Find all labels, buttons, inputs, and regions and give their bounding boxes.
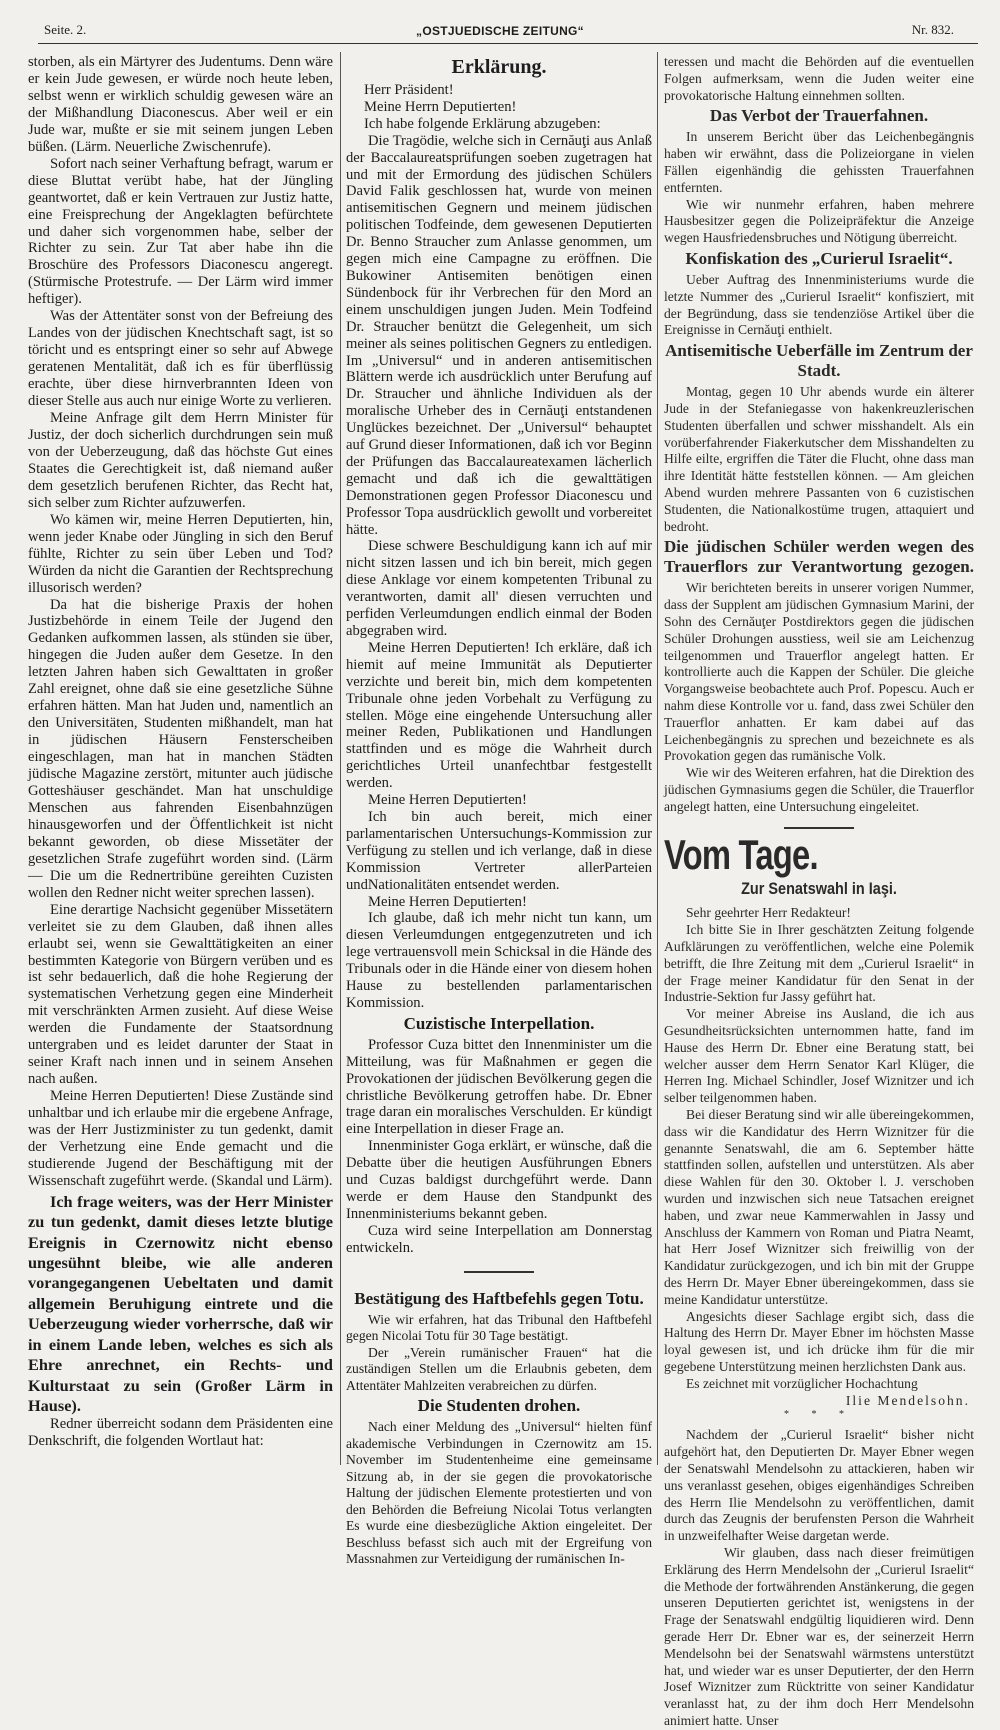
headline-erklaerung: Erklärung. xyxy=(451,56,547,78)
paragraph: Meine Herren Deputierten! Ich erkläre, daß ich hiemit auf meine Immunität als Deputierter verzichte und bereit bin, mich dem kompetenten Tribunale ohne jeden Vorbehalt zu Verfügung zu stellen. Möge eine eingehende Untersuchung aller meiner Reden, Publikationen und Handlungen stattfinden und es möge die Wahrheit durch gerichtliches Urteil unanfechtbar festgestellt werden. xyxy=(346,639,652,792)
salutation: Meine Herren Deputierten! xyxy=(368,792,527,809)
salutation: Herr Präsident! xyxy=(364,82,454,98)
newspaper-title: „OSTJUEDISCHE ZEITUNG“ xyxy=(416,24,584,38)
paragraph: Bei dieser Beratung sind wir alle übereingekommen, dass wir die Kandidatur des Herrn Wiznitzer für die genannte Senatswahl, die am 6. September hätte stattfinden sollen, aufstellen und unterstützen. Als aber diese Wahlen für den 30. Oktober l. J. verschoben wurden und inzwischen sich neue Tatsachen ereignet haben, und zwar neue Kammerwahlen in Jassy und Anschluss der Kammern von Roman und Piatra Neamt, hat Herr Josef Wiznitzer sich freiwillig von der Kandidatur zurückgezogen, und ich bin mit der Gruppe des Herrn Dr. Mayer Ebner übereingekommen, dass sie meine Kandidatur unterstütze. xyxy=(664,1107,974,1307)
salutation: Meine Herren Deputierten! xyxy=(368,893,527,910)
headline-ueberfaelle: Antisemitische Ueberfälle im Zentrum der Stadt. xyxy=(665,341,973,381)
section-title-vom-tage: Vom Tage. xyxy=(664,831,818,879)
column-divider xyxy=(340,52,341,1465)
paragraph: storben, als ein Märtyrer des Judentums. Denn wäre er kein Jude gewesen, er würde noch heute leben, selbst wenn er wirklich schuldig gewesen wäre an der Mißhandlung Diaconescus. Aber weil er ein Jude war, mußte er sie mit seinem jungen Leben büßen. (Lärm. Neuerliche Zwischenrufe). xyxy=(28,54,333,155)
column-divider xyxy=(657,52,658,1465)
paragraph: Was der Attentäter sonst von der Befreiung des Landes von der jüdischen Knechtschaft sagt, ist so töricht und es entspringt einer so sehr auf Abwege geratenen Mentalität, daß ich es für überflüssig erachte, über diese hirnverbrannten Ideen von dieser Stelle aus auch nur einige Worte zu verlieren. xyxy=(28,308,333,410)
paragraph: Der „Verein rumänischer Frauen“ hat die zuständigen Stellen um die Erlaubnis gebeten, dem Attentäter Mahlzeiten verabreichen zu dürfen. xyxy=(346,1344,652,1393)
column-2 xyxy=(346,54,652,1568)
paragraph: Innenminister Goga erklärt, er wünsche, daß die Debatte über die heutigen Ausführungen Ebners und Cuzas baldigst durchgeführt werde. Dann werde er dem Hause den Standpunkt des Innenministeriums bekannt geben. xyxy=(346,1138,652,1222)
headline-studenten: Die Studenten drohen. xyxy=(417,1396,581,1416)
paragraph: Professor Cuza bittet den Innenminister um die Mitteilung, was für Maßnahmen er gegen die Provokationen der jüdischen Bevölkerung gegen die christliche Bevölkerung getroffen habe. Dr. Ebner trage daran ein moralisches Verschulden. Er kündigt eine Interpellation in dieser Frage an. xyxy=(346,1036,652,1138)
paragraph: Angesichts dieser Sachlage ergibt sich, dass die Haltung des Herrn Dr. Mayer Ebner im höchsten Masse loyal gewesen ist, und ich drücke ihm für die mir gegebene Unterstützung meinen herzlichsten Dank aus. xyxy=(664,1308,974,1374)
paragraph: Wir glauben, dass nach dieser freimütigen Erklärung des Herrn Mendelsohn der „Curierul Israelit“ die Methode der fortwährenden Anstänkerung, die gegen unseren Deputierten gerichtet ist, wenigstens in der Frage der Senatswahl endgültig liquidieren wird. Denn gerade Herr Dr. Ebner war es, der seinerzeit Herrn Mendelsohn bei der Senatswahl wärmstens unterstützt hat, und wieder war es unser Deputierter, der den Herrn Josef Wiznitzer zum Rücktritte von seiner Kandidatur veranlasst hat, zu der ihm doch Herr Mendelsohn animiert hatte. Unser xyxy=(664,1544,974,1728)
separator-stars: * * * xyxy=(784,1409,854,1421)
paragraph: Meine Herren Deputierten! Diese Zustände sind unhaltbar und ich erlaube mir die ergebene Anfrage, was der Herr Justizminister zu tun gedenkt, damit der Verhetzung eine Ende gemacht und die studierende Jugend der Beschäftigung mit der Wissenschaft zugeführt werde. (Skandal und Lärm). xyxy=(28,1088,333,1189)
paragraph: Nachdem der „Curierul Israelit“ bisher nicht aufgehört hat, den Deputierten Dr. Mayer Ebner wegen der Senatswahl Mendelsohn zu attackieren, haben wir uns veranlasst gesehen, obiges eigenhändiges Schreiben des Herrn Ilie Mendelsohn zu veröffentlichen, damit durch das Zeugnis der berufensten Person die Wahrheit in unzweifelhafter Weise dargetan werde. xyxy=(664,1427,974,1544)
headline-verbot: Das Verbot der Trauerfahnen. xyxy=(709,106,929,126)
headline-cuza: Cuzistische Interpellation. xyxy=(403,1013,595,1033)
closing: Es zeichnet mit vorzüglicher Hochachtung xyxy=(686,1375,918,1391)
paragraph: Ich glaube, daß ich mehr nicht tun kann, um diesen Verleumdungen entgegenzutreten und ich lege vertrauensvoll mein Schicksal in die Hände des Tribunals oder in die Hände einer von diesem hohen Hause zu bestellenden parlamentarischen Kommission. xyxy=(346,910,652,1011)
paragraph: Diese schwere Beschuldigung kann ich auf mir nicht sitzen lassen und ich bin bereit, mich gegen diese Anklage vor einem kompetenten Tribunal zu verantworten, damit all' diesen verruchten und perfiden Verleumdungen endlich einmal der Boden abgegraben wird. xyxy=(346,538,652,639)
paragraph: Ich habe folgende Erklärung abzugeben: xyxy=(364,115,601,132)
paragraph: Eine derartige Nachsicht gegenüber Missetätern verleitet sie zu dem Glauben, daß ihnen alles erlaubt sei, wenn sie Gewalttätigkeiten an einer bestimmten Kategorie von Bürgern verüben und es ist sehr bedauerlich, daß die hohe Regierung der systematischen Verhetzung gegen eine Minderheit mit verschränkten Armen zusieht. Auf diese Weise werden die Fundamente der Staatsordnung untergraben und es leidet darunter der Staat in seiner Kraft nach innen und in seinem Ansehen nach außen. xyxy=(28,901,333,1088)
paragraph: Da hat die bisherige Praxis der hohen Justizbehörde in einem Teile der Jugend den Gedanken aufkommen lassen, als stünden sie über, hingegen die Juden außer dem Gesetze. In den letzten Jahren haben sich Gewalttaten in großer Zahl ereignet, ohne daß sie eine gesetzliche Sühne erfahren hätten. Man hat Juden und, namentlich an den Universitäten, Studenten mißhandelt, man hat in jüdischen Häusern Fensterscheiben eingeschlagen, man hat in manchen Städten jüdische Magazine zerstört, mitunter auch jüdische Gotteshäuser geschändet. Man hat unschuldige Menschen aus fahrenden Eisenbahnzügen hinausgeworfen und der Öffentlichkeit ist nicht bekannt geworden, ob diese Missetäter der gesetzlichen Strafe zugeführt worden sind. (Lärm — Die um die Rednertribüne gereihten Cuzisten wollen den Redner nicht weiter sprechen lassen). xyxy=(28,596,333,901)
issue-number: Nr. 832. xyxy=(911,22,954,37)
paragraph: Meine Anfrage gilt dem Herrn Minister für Justiz, der doch sicherlich durchdrungen sein muß von der Ueberzeugung, daß das höchste Gut eines Staates die Gerechtigkeit ist, daß niemand außer dem gesetzlich berufenen Richter, das Recht hat, sich selber zum Richter aufzuwerfen. xyxy=(28,410,333,511)
paragraph: Ich bin auch bereit, mich einer parlamentarischen Untersuchungs-Kommission zur Verfügung zu stellen und ich verlange, daß in diese Kommission Vertreter allerParteien undNationalitäten entsendet werden. xyxy=(346,808,652,893)
paragraph: Ich bitte Sie in Ihrer geschätzten Zeitung folgende Aufklärungen zu veröffentlichen, welche eine Polemik betrifft, die Ihre Zeitung mit dem „Curierul Israelit“ in der Frage meiner Kandidatur für den Senat in der Industrie-Sektion fur Jassy geführt hat. xyxy=(664,922,974,1005)
paragraph: Wie wir erfahren, hat das Tribunal den Haftbefehl gegen Nicolai Totu für 30 Tage bestätigt. xyxy=(346,1311,652,1344)
headline-senatswahl: Zur Senatswahl in Iaşi. xyxy=(741,879,897,899)
paragraph: Nach einer Meldung des „Universul“ hielten fünf akademische Verbindungen in Czernowitz am 15. November im Studentenheime eine gemeinsame Sitzung ab, in der sie gegen die provokatorische Haltung der jüdischen Elemente protestierten und von den Behörden die Befreiung Nicolai Totus verlangten Es wurde eine diesbezügliche Aktion eingeleitet. Der Beschluss befasst sich auch mit der Ergreifung von Massnahmen zur Verteidigung der rumänischen In- xyxy=(346,1419,652,1567)
paragraph: Wir berichteten bereits in unserer vorigen Nummer, dass der Supplent am jüdischen Gymnasium Marini, der Sohn des Cernăuţer Postdirektors gegen die jüdischen Schüler Drohungen ausstiess, weil sie am Leichenzug teilgenommen und Trauerflor angelegt hatten. Er kontrollierte auch die Kappen der Schüler. Die gleiche Vorgangsweise beobachtete auch Prof. Popescu. Auch er nahm diese Kontrolle vor u. fand, dass zwei Schüler den Trauerflor anhatten. Er kam dabei auf das Leichenbegängnis zu sprechen und bezeichnete es als Provokation gegen das rumänische Volk. xyxy=(664,580,974,764)
paragraph: Wie wir nunmehr erfahren, haben mehrere Hausbesitzer gegen die Polizeipräfektur die Anzeige wegen Hausfriedensbruches und Nötigung überreicht. xyxy=(664,196,974,246)
paragraph: Cuza wird seine Interpellation am Donnerstag entwickeln. xyxy=(346,1222,652,1256)
bold-paragraph: Ich frage weiters, was der Herr Minister zu tun gedenkt, damit dieses letzte blutige Ereignis in Czernowitz nicht ebenso ungesühnt bleibe, wie alle anderen vorangegangenen Uebeltaten und damit allgemein Beruhigung eintrete und die Ueberzeugung wieder vorherrsche, daß wir in einem Lande leben, welches es sich als Ehre anrechnet, ein Rechts- und Kulturstaat zu sein (Großer Lärm in Hause). xyxy=(28,1191,333,1415)
paragraph: Die Tragödie, welche sich in Cernăuţi aus Anlaß der Baccalaureatsprüfungen soeben zugetragen hat und mit der Ermordung des jüdischen Schülers David Falik geschlossen hat, wurde von meinen antisemitischen Gegnern und meinem jüdischen politischen Todfeinde, dem gewesenen Deputierten Dr. Benno Straucher zum Anlasse genommen, um gegen mich eine Campagne zu eröffnen. Die Bukowiner Antisemiten benötigen einen Sündenbock für ihr Verbrechen für den Mord an einem unschuldigen jungen Juden. Mein Todfeind Dr. Straucher benützt die Gelegenheit, um sich meiner als seines politischen Gegners zu entledigen. Im „Universul“ und in anderen antisemitischen Blättern werde ich ausdrücklich unter Berufung auf Dr. Straucher und ähnliche Individuen als der moralische Urheber des in Cernăuţi entstandenen Unglückes bezeichnet. Der „Universul“ behauptet auf Grund dieser Informationen, daß ich vor Beginn der Prüfungen das Baccalaureatexamen lächerlich gemacht und daß ich die gewalttätigen Demonstrationen gegen Professor Diaconescu und Professor Topa ausdrücklich gewollt und vorbereitet hätte. xyxy=(346,132,652,538)
paragraph: Ueber Auftrag des Innenministeriums wurde die letzte Nummer des „Curierul Israelit“ konfisziert, mit der Begründung, dass sie tendenziöse Artikel über die Ereignisse in Cernăuţi enthielt. xyxy=(664,271,974,338)
headline-konfiskation: Konfiskation des „Curierul Israelit“. xyxy=(685,248,953,268)
column-3 xyxy=(664,54,974,1730)
column-1 xyxy=(28,54,333,1450)
paragraph: Redner überreicht sodann dem Präsidenten eine Denkschrift, die folgenden Wortlaut hat: xyxy=(28,1416,333,1450)
signature: Ilie Mendelsohn. xyxy=(845,1392,970,1408)
section-rule xyxy=(464,1271,534,1273)
paragraph: Wo kämen wir, meine Herren Deputierten, hin, wenn jeder Knabe oder Jüngling in sich den Beruf fühlte, Richter zu sein über Leben und Tod? Würden da nicht die Garantien der Rechtsprechung illusorisch werden? xyxy=(28,511,333,596)
section-rule xyxy=(784,827,854,829)
salutation: Meine Herrn Deputierten! xyxy=(364,98,517,115)
headline-totu: Bestätigung des Haftbefehls gegen Totu. xyxy=(354,1288,644,1308)
headline-schueler: Die jüdischen Schüler werden wegen des Trauerflors zur Verantwortung gezogen. xyxy=(664,537,974,577)
paragraph: teressen und macht die Behörden auf die eventuellen Folgen aufmerksam, wenn die Juden weiter eine provokatorische Haltung einnehmen sollten. xyxy=(664,54,974,103)
page-number: Seite. 2. xyxy=(44,22,87,37)
paragraph: Sofort nach seiner Verhaftung befragt, warum er diese Bluttat verübt habe, hat der Jüngling geantwortet, daß er kein Vertrauen zur Justiz hatte, eine Freisprechung der Angeklagten befürchtete und daher sich vorgenommen habe, selber der Richter zu sein. Zur Tat aber habe ihn die Broschüre des Professors Diaconescu angeregt. (Stürmische Protestrufe. — Der Lärm wird immer heftiger). xyxy=(28,155,333,308)
salutation: Sehr geehrter Herr Redakteur! xyxy=(686,905,851,921)
paragraph: Montag, gegen 10 Uhr abends wurde ein älterer Jude in der Stefaniegasse von hakenkreuzlerischen Studenten überfallen und schwer misshandelt. Als ein vorüberfahrender Fiakerkutscher dem Misshandelten zu Hilfe eilte, ergriffen die Täter die Flucht, ohne dass man ihre Identität hätte feststellen können. — Am gleichen Abend wurden mehrere Passanten von 6 cuzistischen Studenten, die Nationalkostüme trugen, attaquiert und bedroht. xyxy=(664,384,974,534)
header-rule xyxy=(38,43,978,44)
paragraph: Vor meiner Abreise ins Ausland, die ich aus Gesundheitsrücksichten unternommen hatte, fand im Hause des Herrn Dr. Ebner eine Beratung statt, bei welcher ausser dem Herrn Senator Karl Klüger, die Herren Ing. Michael Schindler, Josef Wiznitzer und ich selber teilgenommen haben. xyxy=(664,1006,974,1106)
paragraph: In unserem Bericht über das Leichenbegängnis haben wir erwähnt, dass die Polizeiorgane in vielen Fällen eigenhändig die gehissten Trauerfahnen entfernten. xyxy=(664,129,974,195)
paragraph: Wie wir des Weiteren erfahren, hat die Direktion des jüdischen Gymnasiums gegen die Schüler, die Trauerflor angelegt hatten, eine Untersuchung eingeleitet. xyxy=(664,765,974,814)
